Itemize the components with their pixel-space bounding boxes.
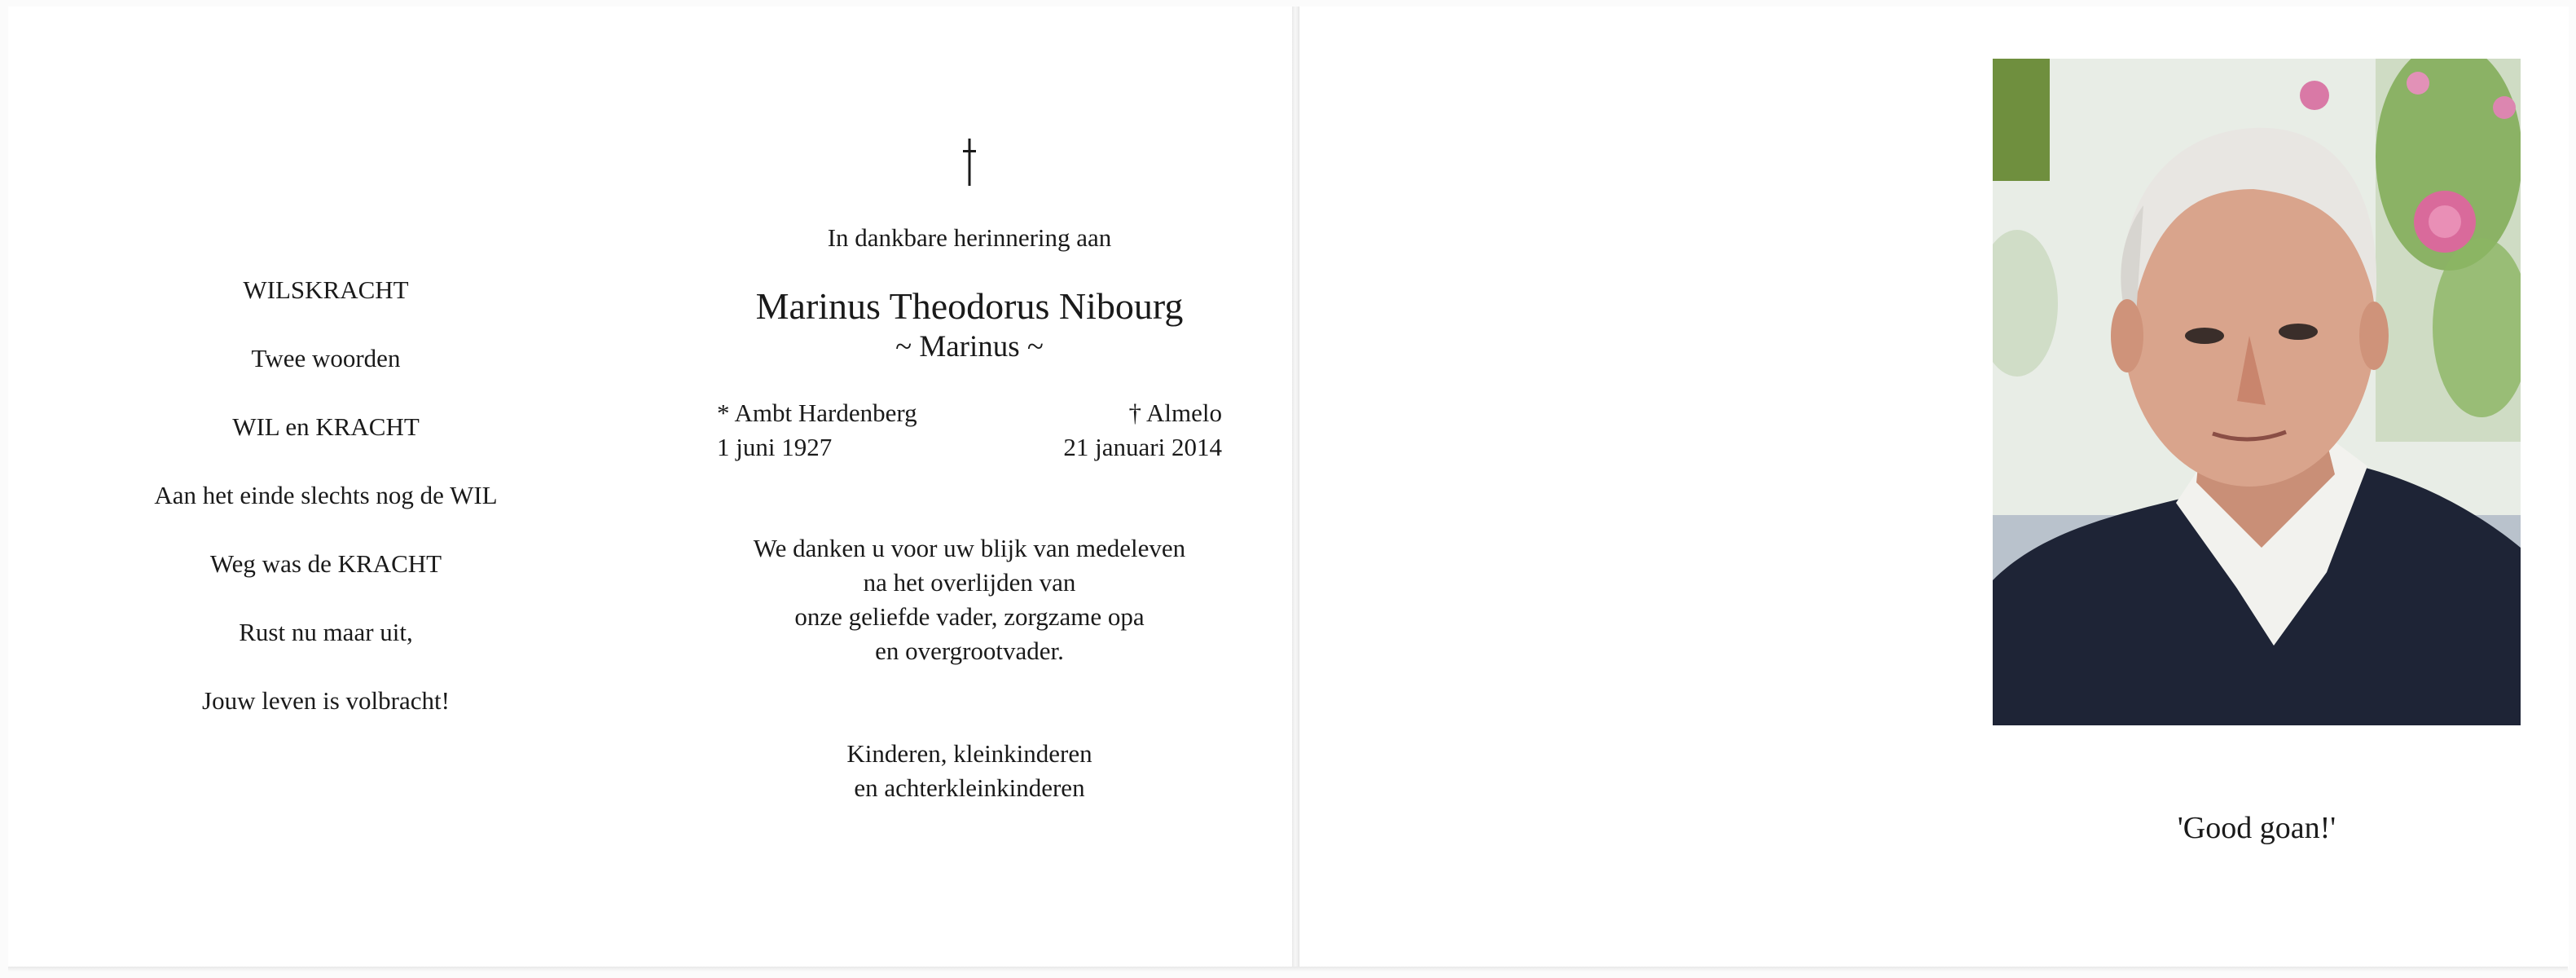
poem-panel — [65, 266, 587, 745]
message-line: en overgrootvader. — [875, 637, 1064, 665]
card-fold — [1292, 7, 1299, 968]
poem-line: Aan het einde slechts nog de WIL — [154, 481, 498, 509]
card-bottom-edge — [8, 967, 2568, 971]
death-info — [1063, 396, 1222, 465]
portrait-illustration — [1993, 59, 2521, 725]
family-signature — [701, 737, 1238, 805]
life-dates — [701, 396, 1238, 465]
portrait-motto: 'Good goan!' — [2177, 811, 2336, 845]
message-line: We danken u voor uw blijk van medeleven — [753, 534, 1186, 562]
deceased-name: Marinus Theodorus Nibourg — [755, 285, 1184, 327]
poem-line: WIL en KRACHT — [232, 412, 420, 441]
birth-date: 1 juni 1927 — [717, 433, 833, 461]
message-line: onze geliefde vader, zorgzame opa — [794, 602, 1145, 631]
family-line: Kinderen, kleinkinderen — [846, 739, 1092, 768]
poem-line: Weg was de KRACHT — [209, 549, 442, 578]
deceased-nickname: ~ Marinus ~ — [895, 330, 1044, 363]
death-date: 21 januari 2014 — [1063, 433, 1222, 461]
family-line: en achterkleinkinderen — [854, 773, 1085, 802]
death-place: † Almelo — [1128, 399, 1222, 427]
poem-line: Jouw leven is volbracht! — [202, 686, 450, 715]
poem-line: Rust nu maar uit, — [239, 618, 413, 646]
message-line: na het overlijden van — [863, 568, 1076, 597]
thanks-message — [701, 531, 1238, 668]
memorial-panel — [701, 139, 1238, 805]
birth-info — [717, 396, 917, 465]
portrait-photo — [1993, 59, 2521, 725]
poem-title: WILSKRACHT — [243, 275, 409, 304]
intro-text: In dankbare herinnering aan — [827, 223, 1112, 252]
poem-line: Twee woorden — [251, 344, 401, 372]
birth-place: * Ambt Hardenberg — [717, 399, 917, 427]
latin-cross-icon — [961, 139, 978, 186]
